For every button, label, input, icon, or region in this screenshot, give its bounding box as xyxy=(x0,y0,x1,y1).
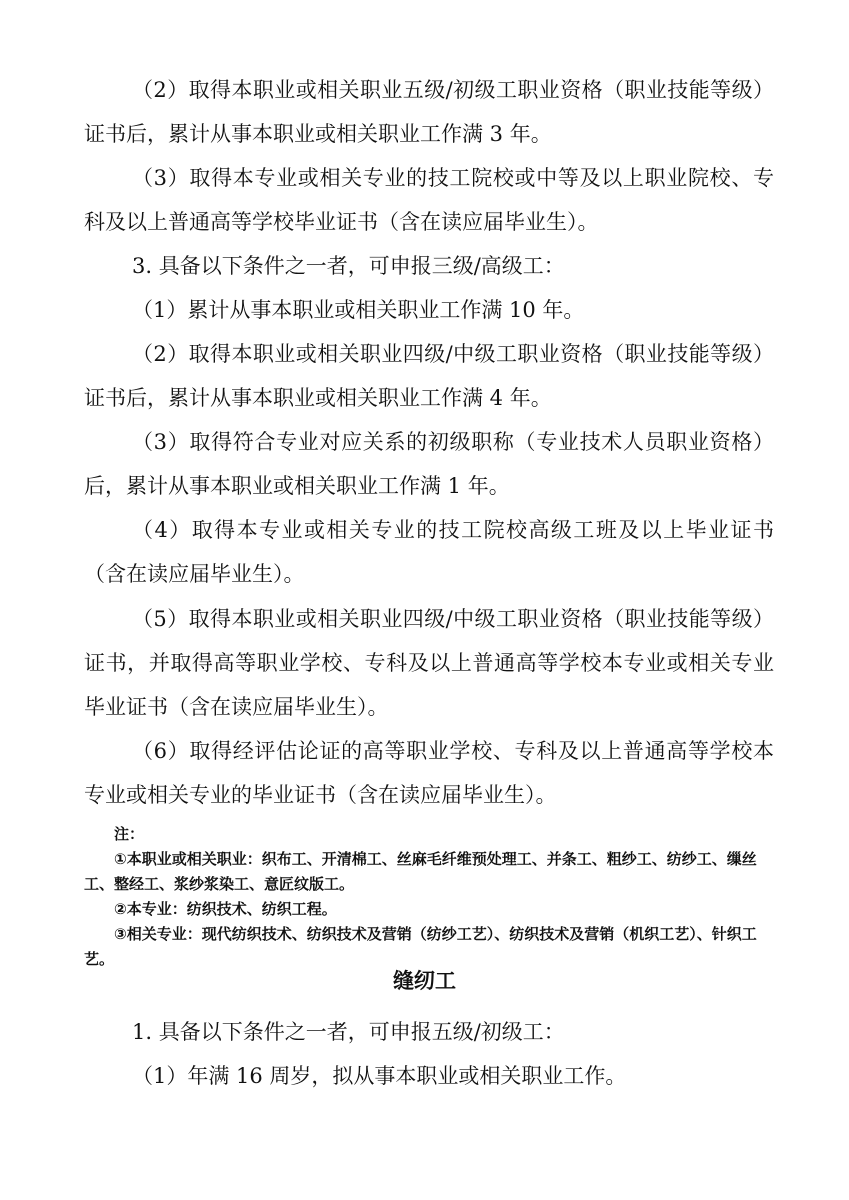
paragraph-level3-header: 3. 具备以下条件之一者，可申报三级/高级工： xyxy=(132,254,565,278)
paragraph-level3-condition-2: （2）取得本职业或相关职业四级/中级工职业资格（职业技能等级）证书后，累计从事本职业或相关职业工作满 4 年。 xyxy=(84,342,774,410)
paragraph-condition-3-graduation: （3）取得本专业或相关专业的技工院校或中等及以上职业院校、专科及以上普通高等学校毕业证书（含在读应届毕业生）。 xyxy=(84,166,774,234)
paragraph-level3-condition-3: （3）取得符合专业对应关系的初级职称（专业技术人员职业资格）后，累计从事本职业或相关职业工作满 1 年。 xyxy=(84,430,774,498)
section-heading: 缝纫工 xyxy=(393,969,456,993)
note-title: 注： xyxy=(114,825,145,843)
note-item-related-majors: ③相关专业：现代纺织技术、纺织技术及营销（纺纱工艺）、纺织技术及营销（机织工艺）、针织工艺。 xyxy=(84,925,757,968)
paragraph-level3-condition-1: （1）累计从事本职业或相关职业工作满 10 年。 xyxy=(132,298,585,322)
note-item-major: ②本专业：纺织技术、纺织工程。 xyxy=(114,900,337,918)
note-item-related-occupations: ①本职业或相关职业：织布工、开清棉工、丝麻毛纤维预处理工、并条工、粗纱工、纺纱工、缫丝工、整经工、浆纱浆染工、意匠纹版工。 xyxy=(84,850,757,893)
note-block xyxy=(84,822,774,972)
paragraph-sewing-level5-header: 1. 具备以下条件之一者，可申报五级/初级工： xyxy=(132,1020,565,1044)
paragraph-sewing-condition-1: （1）年满 16 周岁，拟从事本职业或相关职业工作。 xyxy=(132,1064,627,1088)
paragraph-level3-condition-4: （4）取得本专业或相关专业的技工院校高级工班及以上毕业证书（含在读应届毕业生）。 xyxy=(84,518,774,586)
paragraph-condition-2-level5-cert: （2）取得本职业或相关职业五级/初级工职业资格（职业技能等级）证书后，累计从事本职业或相关职业工作满 3 年。 xyxy=(84,78,774,146)
paragraph-level3-condition-6: （6）取得经评估论证的高等职业学校、专科及以上普通高等学校本专业或相关专业的毕业证书（含在读应届毕业生）。 xyxy=(84,739,774,807)
paragraph-level3-condition-5: （5）取得本职业或相关职业四级/中级工职业资格（职业技能等级）证书，并取得高等职业学校、专科及以上普通高等学校本专业或相关专业毕业证书（含在读应届毕业生）。 xyxy=(84,607,774,719)
